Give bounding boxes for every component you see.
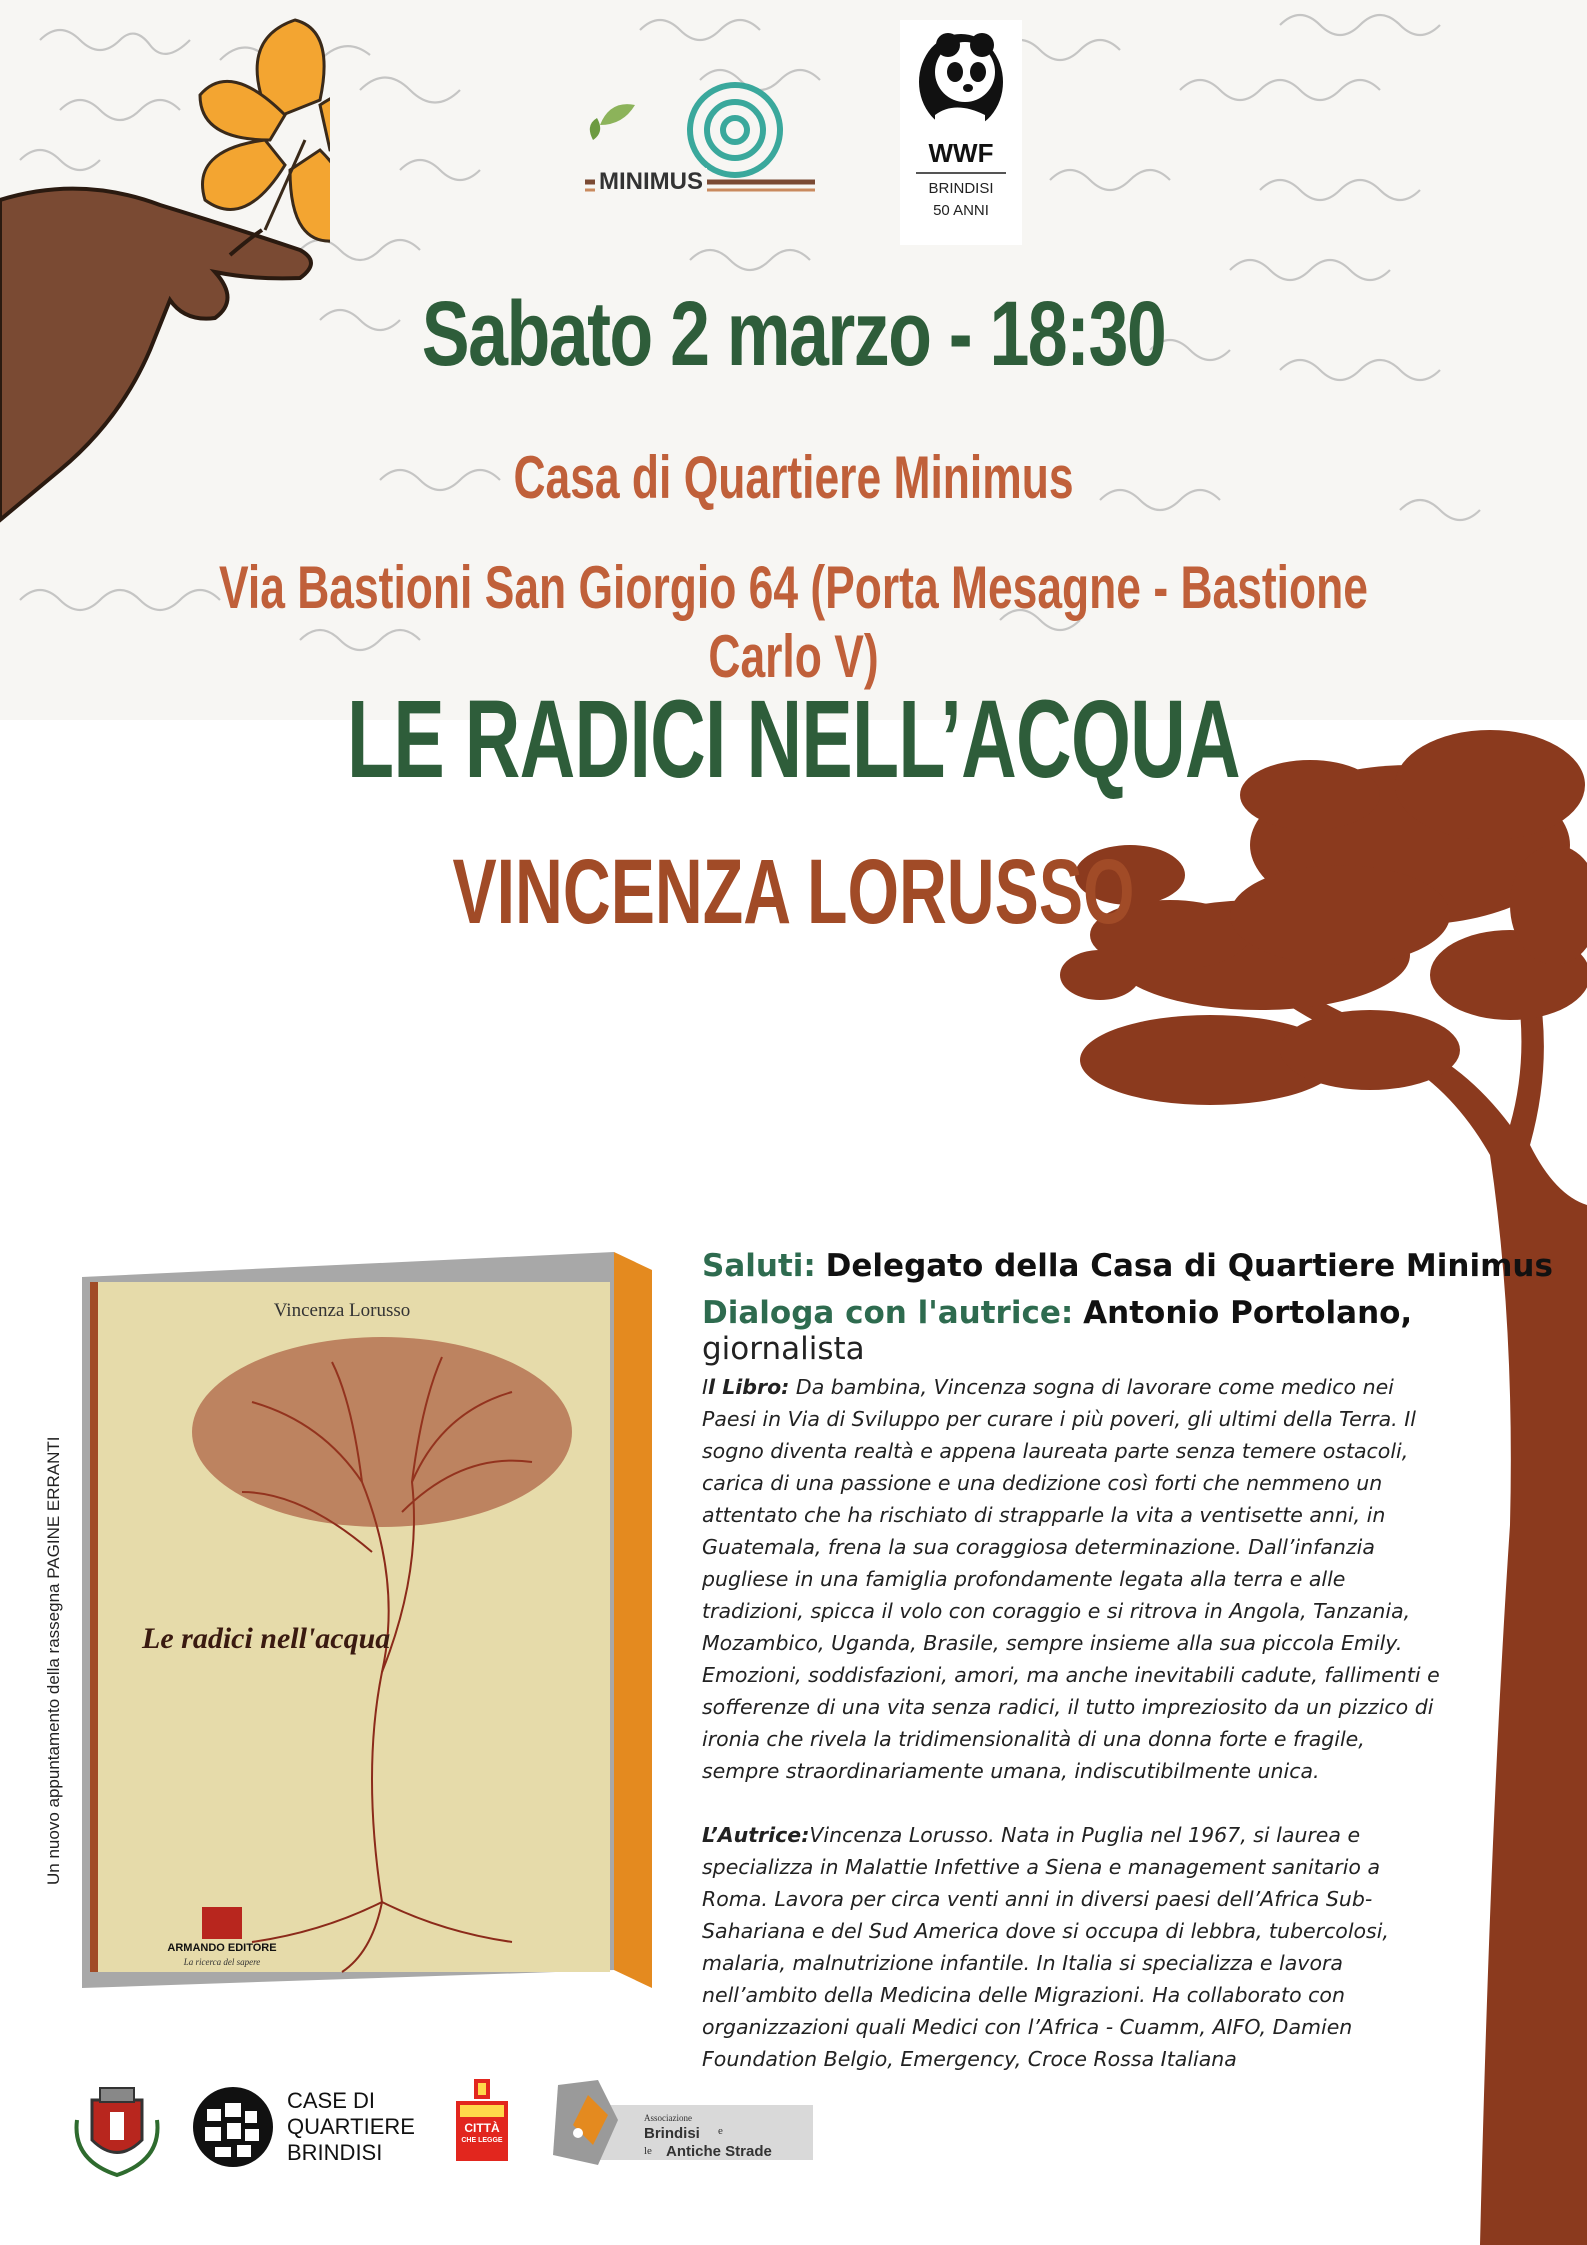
- libro-label: l Libro:: [708, 1375, 790, 1399]
- case-line-2: QUARTIERE: [287, 2114, 415, 2139]
- publisher-logo-icon: [202, 1907, 242, 1939]
- book-title: LE RADICI NELL’ACQUA: [347, 678, 1240, 801]
- assoc-small-text: Associazione: [644, 2113, 692, 2123]
- book-cover: [82, 1252, 652, 1988]
- event-date: Sabato 2 marzo - 18:30: [421, 283, 1166, 385]
- libro-label-first: I: [702, 1375, 709, 1399]
- case-di-quartiere-text: [287, 2088, 415, 2166]
- assoc-e-text: e: [718, 2125, 723, 2137]
- flower-icon: [200, 20, 330, 241]
- wwf-text: WWF: [928, 138, 994, 168]
- citta-che-legge-logo: [452, 2075, 512, 2175]
- saluti-label: Saluti:: [702, 1248, 816, 1284]
- saluti-line: [702, 1248, 1562, 1284]
- saluti-value: Delegato della Casa di Quartiere Minimus: [825, 1248, 1553, 1284]
- wwf-brindisi-text: BRINDISI: [928, 180, 994, 197]
- assoc-brindisi-text: Brindisi: [644, 2125, 700, 2142]
- cover-publisher: ARMANDO EDITORE: [167, 1942, 277, 1954]
- autrice-paragraph: [702, 1819, 1442, 2075]
- minimus-logo-text: MINIMUS: [595, 168, 707, 196]
- dialoga-line: [702, 1295, 1562, 1367]
- dialoga-name: Antonio Portolano,: [1083, 1295, 1413, 1331]
- citta-text: CITTÀ: [464, 2121, 500, 2135]
- minimus-logo: [575, 70, 835, 200]
- case-di-quartiere-icon: [193, 2085, 273, 2170]
- assoc-antiche-strade-text: Antiche Strade: [666, 2143, 772, 2160]
- dialoga-role: giornalista: [702, 1331, 865, 1367]
- assoc-le-text: le: [644, 2145, 652, 2157]
- series-note: Un nuovo appuntamento della rassegna PAGINE ERRANTI: [44, 1436, 63, 1885]
- brindisi-coat-of-arms-icon: [72, 2080, 162, 2180]
- libro-paragraph: [702, 1371, 1442, 1787]
- panda-icon: [900, 20, 1022, 140]
- event-address: Via Bastioni San Giorgio 64 (Porta Mesagne - Bastione Carlo V): [219, 554, 1368, 690]
- cover-title: Le radici nell'acqua: [142, 1622, 391, 1655]
- case-line-1: CASE DI: [287, 2088, 376, 2113]
- autrice-text: Vincenza Lorusso. Nata in Puglia nel 1967, si laurea e specializza in Malattie Infettive a Siena e management sanitario a Roma. Lavora per circa venti anni in diversi paesi dell’Africa Sub-Sahariana e del Sud America dove si occupa di lebbra, tubercolosi, malaria, malnutrizione infantile. In Italia si specializza e lavora nell’ambito della Medicina delle Migrazioni. Ha collaborato con organizzazioni quali Medici con l’Africa - Cuamm, AIFO, Damien Foundation Belgio, Emergency, Croce Rossa Italiana: [702, 1823, 1389, 2071]
- cover-tagline: La ricerca del sapere: [183, 1957, 261, 1967]
- wwf-50-anni-text: 50 ANNI: [933, 202, 989, 219]
- brindisi-antiche-strade-logo: [548, 2075, 813, 2175]
- book-author: VINCENZA LORUSSO: [452, 841, 1135, 943]
- case-line-3: BRINDISI: [287, 2140, 383, 2165]
- wwf-logo: [900, 20, 1022, 245]
- event-venue: Casa di Quartiere Minimus: [513, 444, 1074, 511]
- che-legge-text: CHE LEGGE: [461, 2137, 503, 2144]
- cover-author: Vincenza Lorusso: [273, 1300, 411, 1321]
- autrice-label: L’Autrice:: [702, 1823, 810, 1847]
- libro-text: Da bambina, Vincenza sogna di lavorare come medico nei Paesi in Via di Sviluppo per curare i più poveri, gli ultimi della Terra. Il sogno diventa realtà e appena laureata parte senza temere ostacoli, carica di una passione e una dedizione così forti che nemmeno un attentato che ha rischiato di strapparle la vita a ventisette anni, in Guatemala, frena la sua coraggiosa determinazione. Dall’infanzia pugliese in una famiglia profondamente legata alla terra e alle tradizioni, spicca il volo con coraggio e si ritrova in Angola, Tanzania, Mozambico, Uganda, Brasile, sempre insieme alla sua piccola Emily. Emozioni, soddisfazioni, amori, ma anche inevitabili cadute, fallimenti e sofferenze di una vita senza radici, il tutto impreziosito da un pizzico di ironia che rivela la tridimensionalità di una donna forte e fragile, sempre straordinariamente umana, indiscutibilmente unica.: [702, 1375, 1440, 1783]
- dialoga-label: Dialoga con l'autrice:: [702, 1295, 1074, 1331]
